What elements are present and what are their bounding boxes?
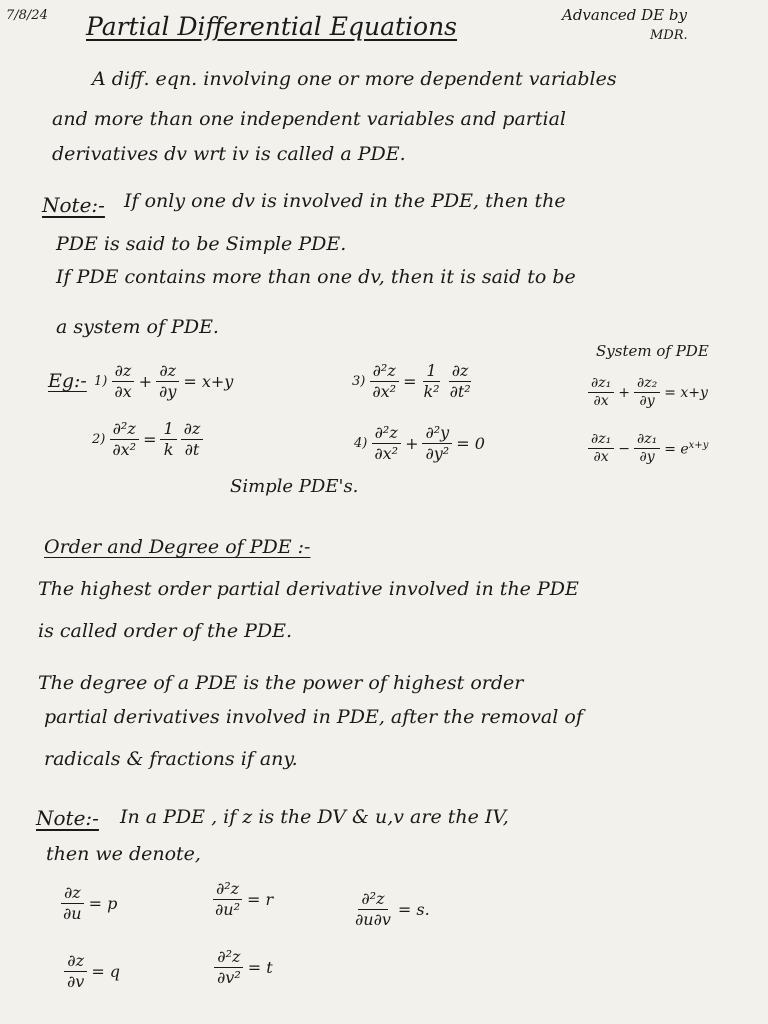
right-hand-side: = s. <box>397 899 430 919</box>
example-4 <box>354 424 485 462</box>
right-hand-side: = r <box>247 889 274 909</box>
fraction-numerator: ∂z <box>64 952 87 972</box>
page-title: Partial Differential Equations <box>86 12 458 41</box>
fraction-numerator: ∂²z <box>214 948 243 968</box>
order-degree-line-3: The degree of a PDE is the power of highest order <box>38 672 524 694</box>
notation-r <box>212 880 273 918</box>
example-number: 1) <box>94 373 108 389</box>
fraction-numerator: ∂²z <box>110 420 139 440</box>
operator: − <box>618 440 630 457</box>
fraction-denominator: ∂x <box>114 381 132 401</box>
equals-sign: = <box>403 371 417 391</box>
note2-line-2: then we denote, <box>46 843 201 865</box>
fraction-denominator: ∂x² <box>374 443 399 463</box>
notation-t <box>214 948 273 986</box>
examples-label: Eg:- <box>48 370 87 392</box>
note1-line-1: If only one dv is involved in the PDE, then the <box>124 190 566 212</box>
fraction-denominator: ∂y <box>639 393 655 410</box>
fraction-denominator: k <box>163 439 174 459</box>
fraction-denominator: ∂t <box>184 439 200 459</box>
operator: + <box>405 433 419 453</box>
fraction-numerator: ∂z₁ <box>588 432 614 449</box>
fraction-denominator: ∂x² <box>372 381 397 401</box>
fraction-numerator: ∂²z <box>370 362 399 382</box>
system-equation-2 <box>588 432 708 466</box>
right-hand-side: = p <box>88 893 118 913</box>
example-3 <box>352 362 474 400</box>
fraction-denominator: ∂x <box>593 393 609 410</box>
order-degree-line-1: The highest order partial derivative involved in the PDE <box>38 578 579 600</box>
fraction-numerator: ∂²z <box>372 424 401 444</box>
equals-sign: = <box>143 429 157 449</box>
fraction-denominator: ∂y <box>159 381 177 401</box>
date: 7/8/24 <box>6 8 48 23</box>
example-number: 3) <box>352 373 366 389</box>
example-number: 2) <box>92 431 106 447</box>
definition-line-2: and more than one independent variables and partial <box>52 108 566 130</box>
note1-line-3: If PDE contains more than one dv, then it is said to be <box>56 266 576 288</box>
example-1 <box>94 362 233 400</box>
order-degree-line-4: partial derivatives involved in PDE, after the removal of <box>44 706 583 728</box>
right-hand-side: = x+y <box>664 384 708 401</box>
order-degree-line-2: is called order of the PDE. <box>38 620 293 642</box>
fraction-denominator: ∂u∂v <box>355 909 391 929</box>
fraction-numerator: 1 <box>160 420 176 440</box>
note2-line-1: In a PDE , if z is the DV & u,v are the IV, <box>120 806 509 828</box>
order-degree-line-5: radicals & fractions if any. <box>44 748 298 770</box>
note1-line-4: a system of PDE. <box>56 316 219 338</box>
fraction-denominator: k² <box>423 381 440 401</box>
right-hand-side: = 0 <box>456 433 485 453</box>
right-hand-side: = q <box>91 961 121 981</box>
fraction-denominator: ∂y² <box>425 443 450 463</box>
fraction-numerator: 1 <box>423 362 439 382</box>
fraction-numerator: ∂z <box>61 884 84 904</box>
simple-pde-caption: Simple PDE's. <box>230 476 359 497</box>
fraction-denominator: ∂y <box>639 449 655 466</box>
rhs-exponent: x+y <box>688 440 709 452</box>
definition-line-3: derivatives dv wrt iv is called a PDE. <box>52 143 406 165</box>
fraction-denominator: ∂t² <box>449 381 471 401</box>
system-of-pde-label: System of PDE <box>596 342 709 360</box>
note-label: Note:- <box>42 193 105 217</box>
fraction-numerator: ∂z₂ <box>634 376 660 393</box>
operator: + <box>138 371 153 391</box>
fraction-numerator: ∂z <box>449 362 472 382</box>
fraction-denominator: ∂u² <box>215 899 240 919</box>
fraction-denominator: ∂v <box>67 971 85 991</box>
operator: + <box>618 384 630 401</box>
note2-label: Note:- <box>36 806 99 830</box>
example-2 <box>92 420 203 458</box>
fraction-numerator: ∂²z <box>358 890 387 910</box>
note1-line-2: PDE is said to be Simple PDE. <box>56 233 347 255</box>
reference-line-1: Advanced DE by <box>562 6 687 24</box>
fraction-denominator: ∂x² <box>112 439 137 459</box>
right-hand-side: = t <box>247 957 273 977</box>
fraction-numerator: ∂z₁ <box>588 376 614 393</box>
fraction-numerator: ∂z <box>181 420 204 440</box>
fraction-numerator: ∂²y <box>422 424 452 444</box>
fraction-numerator: ∂²z <box>213 880 242 900</box>
reference-line-2: MDR. <box>650 28 688 43</box>
rhs-base: = e <box>664 441 689 458</box>
fraction-numerator: ∂z <box>112 362 135 382</box>
fraction-numerator: ∂z <box>156 362 179 382</box>
definition-line-1: A diff. eqn. involving one or more dependent variables <box>92 68 617 90</box>
notation-s <box>352 890 430 928</box>
order-degree-heading: Order and Degree of PDE :- <box>44 536 311 558</box>
fraction-denominator: ∂u <box>63 903 82 923</box>
notation-p <box>60 884 117 922</box>
system-equation-1 <box>588 376 708 410</box>
fraction-denominator: ∂x <box>593 449 609 466</box>
right-hand-side: = x+y <box>183 371 234 391</box>
example-number: 4) <box>354 435 368 451</box>
right-hand-side <box>664 440 708 458</box>
fraction-denominator: ∂v² <box>217 967 241 987</box>
notation-q <box>64 952 120 990</box>
fraction-numerator: ∂z₁ <box>634 432 660 449</box>
